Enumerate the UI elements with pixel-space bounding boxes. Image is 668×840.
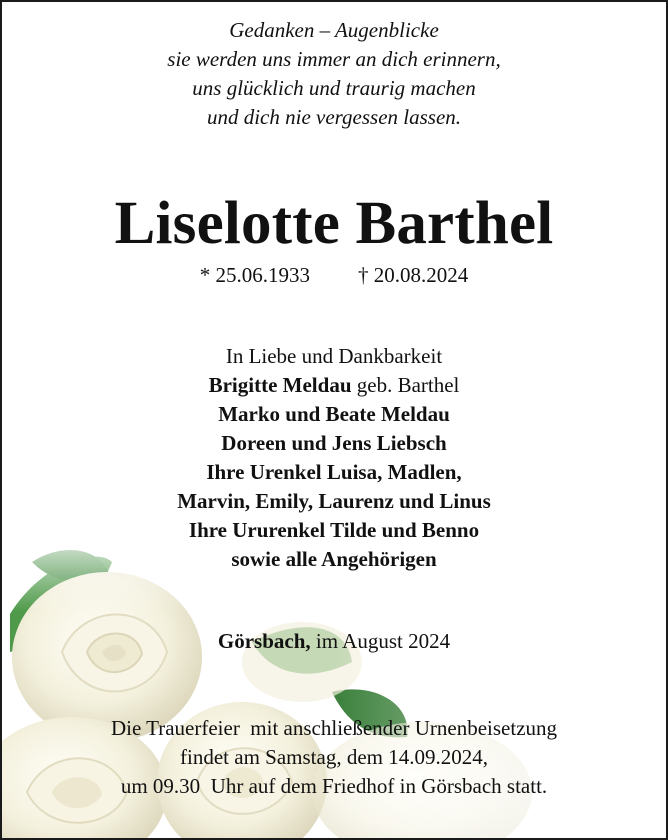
notice-date: im August 2024 — [310, 629, 451, 653]
poem — [2, 16, 666, 132]
mourner-line: Marko und Beate Meldau — [218, 402, 450, 426]
ceremony-line: um 09.30 Uhr auf dem Friedhof in Görsbach statt. — [120, 774, 548, 798]
ceremony-line: Die Trauerfeier mit anschließender Urnenbeisetzung — [110, 716, 558, 740]
mourner-line — [2, 371, 666, 400]
deceased-name: Liselotte Barthel — [114, 190, 554, 257]
poem-line: Gedanken – Augenblicke — [229, 18, 439, 42]
birth-date: * 25.06.1933 — [199, 263, 310, 287]
poem-line: und dich nie vergessen lassen. — [206, 105, 462, 129]
place-date — [2, 626, 666, 656]
poem-line: sie werden uns immer an dich erinnern, — [167, 47, 501, 71]
ceremony-info — [2, 714, 666, 801]
mourners-list — [2, 342, 666, 574]
death-date: † 20.08.2024 — [358, 263, 469, 287]
ceremony-line: findet am Samstag, dem 14.09.2024, — [180, 745, 488, 769]
poem-line: uns glücklich und traurig machen — [192, 76, 476, 100]
mourner-maiden-name: geb. Barthel — [351, 373, 460, 397]
life-dates — [2, 260, 666, 290]
mourner-line: Ihre Ururenkel Tilde und Benno — [188, 518, 480, 542]
mourner-line: sowie alle Angehörigen — [231, 547, 437, 571]
place-name: Görsbach, — [217, 629, 311, 653]
mourner-line: Doreen und Jens Liebsch — [221, 431, 447, 455]
mourner-line: Marvin, Emily, Laurenz und Linus — [177, 489, 491, 513]
mourners-intro: In Liebe und Dankbarkeit — [225, 344, 443, 368]
mourner-line: Ihre Urenkel Luisa, Madlen, — [206, 460, 462, 484]
mourner-name: Brigitte Meldau — [208, 373, 352, 397]
